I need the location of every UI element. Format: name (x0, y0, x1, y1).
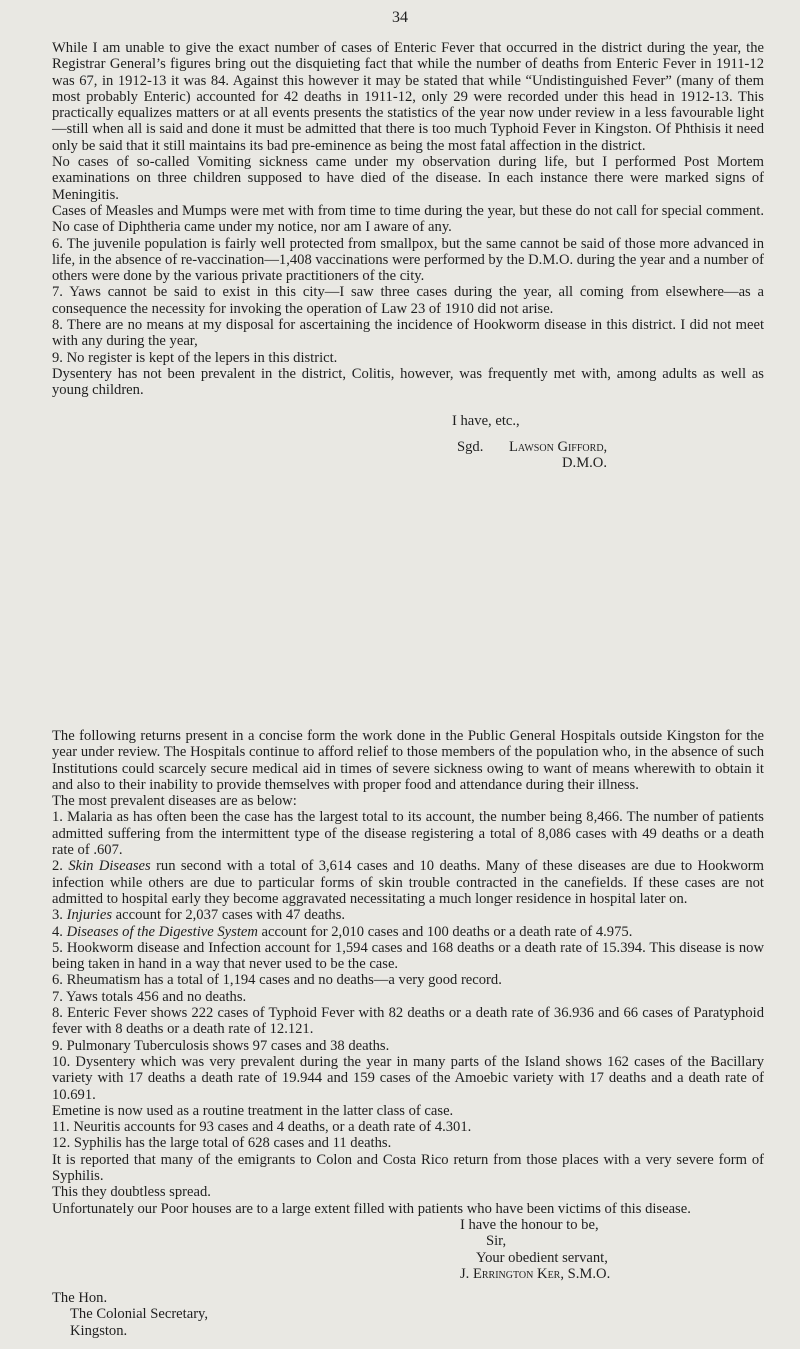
closing-servant: Your obedient servant, (476, 1249, 608, 1266)
prevalent-heading: The most prevalent diseases are as below: (52, 793, 297, 810)
item-malaria: 1. Malaria as has often been the case has the largest total to its account, the number being 8,466. The number of patients admitted suffering from the intermittent type of the disease registering a total of 8,086 cases with 49 deaths or a death rate of .607. (52, 809, 764, 859)
section-dmo-report (52, 40, 764, 471)
paragraph-hookworm: 8. There are no means at my disposal for ascertaining the incidence of Hookworm disease in this district. I did not meet with any during the year, (52, 317, 764, 350)
addressee-block (52, 1290, 764, 1339)
item-syphilis: 12. Syphilis has the large total of 628 cases and 11 deaths. (52, 1135, 392, 1152)
signature-line (52, 439, 764, 455)
spread-note: This they doubtless spread. (52, 1184, 211, 1201)
item-neuritis: 11. Neuritis accounts for 93 cases and 4 deaths, or a death rate of 4.301. (52, 1119, 472, 1136)
item-dysentery: 10. Dysentery which was very prevalent during the year in many parts of the Island shows 162 cases of the Bacillary variety with 17 deaths a death rate of 19.944 and 159 cases of the Amoebic variety with 17 deaths and a death rate of 10.691. (52, 1053, 764, 1103)
addressee-hon: The Hon. (52, 1290, 108, 1306)
paragraph-dysentery: Dysentery has not been prevalent in the district, Colitis, however, was frequently met with, among adults as well as young children. (52, 365, 764, 399)
poorhouses-note: Unfortunately our Poor houses are to a large extent filled with patients who have been victims of this disease. (52, 1200, 691, 1217)
item-hookworm: 5. Hookworm disease and Infection account for 1,594 cases and 168 deaths or a death rate of 15.394. This disease is now being taken in hand in a way that never used to be the case. (52, 939, 764, 973)
closing-sir: Sir, (486, 1233, 507, 1250)
item-yaws: 7. Yaws totals 456 and no deaths. (52, 988, 247, 1005)
paragraph-measles-mumps: Cases of Measles and Mumps were met with from time to time during the year, but these do not call for special comment. No case of Diphtheria came under my notice, nor am I aware of any. (52, 202, 764, 236)
emetine-note: Emetine is now used as a routine treatment in the latter class of case. (52, 1102, 454, 1119)
item-enteric: 8. Enteric Fever shows 222 cases of Typhoid Fever with 82 deaths or a death rate of 36.936 and 66 cases of Paratyphoid fever with 8 deaths or a death rate of 12.121. (52, 1005, 764, 1038)
item-tuberculosis: 9. Pulmonary Tuberculosis shows 97 cases and 38 deaths. (52, 1037, 390, 1054)
page-number: 34 (392, 9, 408, 26)
sgd-label: Sgd. (457, 438, 484, 455)
injuries-label: Injuries (66, 907, 113, 924)
item-injuries: 3. Injuries account for 2,037 cases with 47 deaths. (52, 907, 346, 924)
paragraph-yaws: 7. Yaws cannot be said to exist in this city—I saw three cases during the year, all coming from elsewhere—as a consequence the necessity for invoking the operation of Law 23 of 1910 did not arise. (52, 284, 764, 317)
signer-name: Lawson Gifford, (509, 438, 608, 455)
signer-smo: J. Errington Ker, S.M.O. (460, 1265, 611, 1282)
digestive-label: Diseases of the Digestive System (66, 923, 258, 940)
emigrants-note: It is reported that many of the emigrants to Colon and Costa Rico return from those places with a very severe form of Syphilis. (52, 1151, 764, 1185)
closing-honour: I have the honour to be, (460, 1216, 599, 1233)
item-skin-diseases: 2. Skin Diseases run second with a total of 3,614 cases and 10 deaths. Many of these diseases are due to Hookworm infection while others are due to particular forms of skin trouble contracted in the canefields. If these cases are not admitted to hospital early they become aggravated necessitating a much longer residence in hospital later on. (52, 858, 764, 907)
section-hospitals-report (52, 728, 764, 1282)
item-rheumatism: 6. Rheumatism has a total of 1,194 cases and no deaths—a very good record. (52, 972, 502, 989)
paragraph-lepers: 9. No register is kept of the lepers in this district. (52, 349, 338, 366)
addressee-kingston: Kingston. (70, 1322, 128, 1339)
hospitals-intro: The following returns present in a concise form the work done in the Public General Hospitals outside Kingston for the year under review. The Hospitals continue to afford relief to those members of the population who, in the absence of such Institutions could scarcely secure medical aid in times of severe sickness owing to want of means wherewith to obtain it and also to their inability to provide themselves with proper food and attendance during their illness. (52, 728, 764, 793)
item-digestive: 4. Diseases of the Digestive System account for 2,010 cases and 100 deaths or a death rate of 4.975. (52, 923, 633, 940)
paragraph-enteric-fever: While I am unable to give the exact number of cases of Enteric Fever that occurred in the district during the year, the Registrar General’s figures bring out the disquieting fact that while the number of deaths from Enteric Fever in 1911-12 was 67, in 1912-13 it was 84. Against this however it may be stated that while “Undistinguished Fever” (many of them most probably Enteric) accounted for 42 deaths in 1911-12, only 29 were recorded under this head in 1912-13. This practically equalizes matters or at all events presents the statistics of the year now under review in a less favourable light—still when all is said and done it must be admitted that there is too much Typhoid Fever in Kingston. Of Phthisis it need only be said that it still maintains its bad pre-eminence as being the most fatal affection in the district. (52, 40, 764, 154)
paragraph-vaccination: 6. The juvenile population is fairly well protected from smallpox, but the same cannot be said of those more advanced in life, in the absence of re-vaccination—1,408 vaccinations were performed by the D.M.O. during the year and a number of others were done by the various private practitioners of the city. (52, 235, 764, 285)
closing-line: I have, etc., (452, 412, 520, 429)
paragraph-vomiting-sickness: No cases of so-called Vomiting sickness came under my observation during life, but I performed Post Mortem examinations on three children supposed to have died of the disease. In each instance there were marked signs of Meningitis. (52, 154, 764, 203)
addressee-secretary: The Colonial Secretary, (70, 1306, 209, 1323)
skin-diseases-label: Skin Diseases (68, 858, 151, 875)
signer-title: D.M.O. (562, 455, 607, 472)
